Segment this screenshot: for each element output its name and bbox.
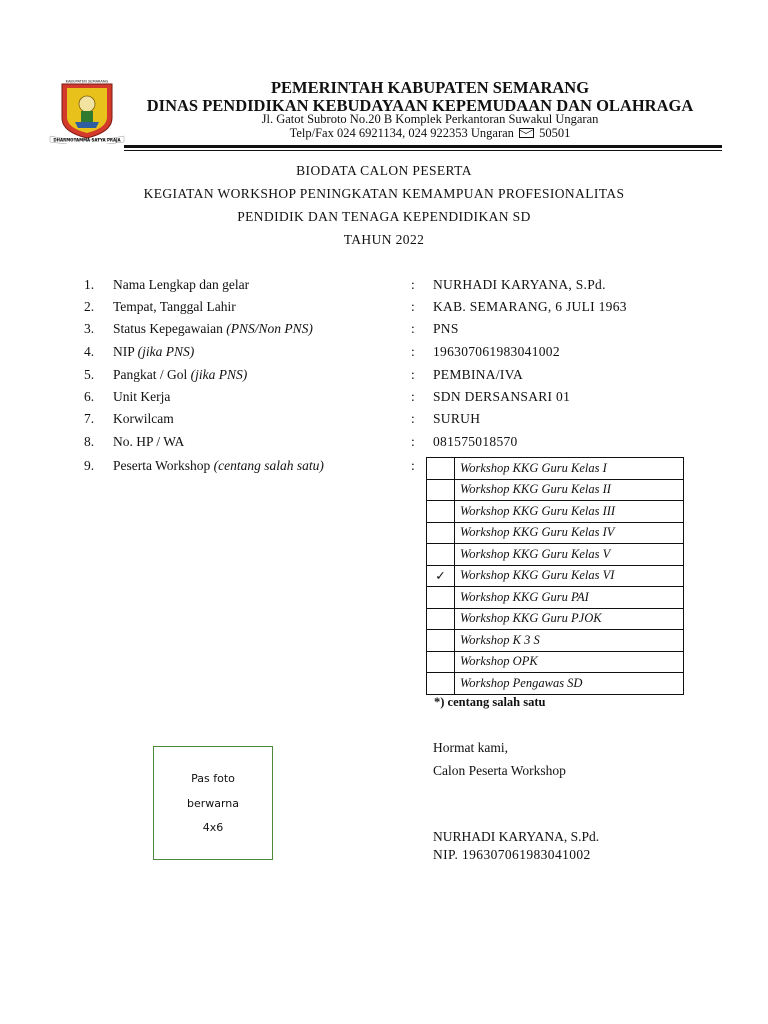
field-number: 6. — [84, 389, 95, 404]
field-colon: : — [411, 389, 415, 404]
option-checkbox[interactable] — [427, 501, 455, 523]
photo-placeholder-box — [153, 746, 273, 860]
field-colon: : — [411, 277, 415, 292]
table-row[interactable] — [427, 565, 684, 587]
option-checkbox[interactable] — [427, 458, 455, 480]
field-colon: : — [411, 434, 415, 449]
table-row[interactable] — [427, 673, 684, 695]
option-label: Workshop KKG Guru Kelas III — [455, 501, 684, 523]
field-number: 3. — [84, 321, 95, 336]
field-label: Nama Lengkap dan gelar — [113, 277, 250, 292]
option-label: Workshop KKG Guru PJOK — [455, 608, 684, 630]
option-checkbox[interactable] — [427, 479, 455, 501]
option-label: Workshop KKG Guru Kelas I — [455, 458, 684, 480]
field-value-korwilcam: SURUH — [433, 411, 481, 426]
option-checkbox[interactable] — [427, 673, 455, 695]
kabupaten-semarang-logo — [48, 78, 126, 144]
field-number: 7. — [84, 411, 95, 426]
field-label: Tempat, Tanggal Lahir — [113, 299, 236, 314]
field-value-phone: 081575018570 — [433, 434, 518, 449]
field-colon: : — [411, 411, 415, 426]
field-label: Peserta Workshop (centang salah satu) — [113, 458, 324, 473]
field-colon: : — [411, 321, 415, 336]
header-contact — [130, 126, 730, 141]
header-department: DINAS PENDIDIKAN KEBUDAYAAN KEPEMUDAAN DAN OLAHRAGA — [146, 96, 694, 115]
field-value-name: NURHADI KARYANA, S.Pd. — [433, 277, 606, 292]
document-title: BIODATA CALON PESERTA — [296, 163, 472, 178]
option-checkbox[interactable] — [427, 608, 455, 630]
field-number: 1. — [84, 277, 95, 292]
field-label: Status Kepegawaian (PNS/Non PNS) — [113, 321, 313, 336]
field-label: Unit Kerja — [113, 389, 171, 404]
signature-closing: Hormat kami, — [433, 740, 508, 755]
option-label: Workshop OPK — [455, 651, 684, 673]
header-address: Jl. Gatot Subroto No.20 B Komplek Perkantoran Suwakul Ungaran — [261, 112, 599, 126]
option-checkbox[interactable] — [427, 544, 455, 566]
field-label: No. HP / WA — [113, 434, 185, 449]
field-label: Pangkat / Gol (jika PNS) — [113, 367, 248, 382]
signature-nip: NIP. 196307061983041002 — [433, 847, 591, 862]
option-label: Workshop Pengawas SD — [455, 673, 684, 695]
field-colon: : — [411, 458, 415, 473]
table-row[interactable] — [427, 501, 684, 523]
option-label: Workshop K 3 S — [455, 630, 684, 652]
header-government: PEMERINTAH KABUPATEN SEMARANG — [270, 78, 590, 97]
photo-text-3: 4x6 — [202, 821, 224, 834]
table-row[interactable] — [427, 651, 684, 673]
option-checkbox[interactable] — [427, 522, 455, 544]
photo-text-2: berwarna — [186, 797, 240, 810]
header-rule-thin — [124, 150, 722, 151]
table-row[interactable] — [427, 479, 684, 501]
field-number: 5. — [84, 367, 95, 382]
svg-text:KABUPATEN SEMARANG: KABUPATEN SEMARANG — [65, 79, 109, 84]
option-checkbox[interactable] — [427, 630, 455, 652]
field-number: 8. — [84, 434, 95, 449]
field-label: NIP (jika PNS) — [113, 344, 195, 359]
option-footnote: *) centang salah satu — [434, 695, 546, 709]
field-value-nip: 196307061983041002 — [433, 344, 560, 359]
table-row[interactable] — [427, 608, 684, 630]
field-label: Korwilcam — [113, 411, 174, 426]
workshop-options-table — [426, 457, 684, 695]
field-colon: : — [411, 344, 415, 359]
field-value-birth: KAB. SEMARANG, 6 JULI 1963 — [433, 299, 627, 314]
field-value-status: PNS — [433, 321, 459, 336]
option-checkbox[interactable] — [427, 651, 455, 673]
signature-name: NURHADI KARYANA, S.Pd. — [433, 829, 600, 844]
photo-text-1: Pas foto — [191, 772, 235, 785]
document-subtitle-2: PENDIDIK DAN TENAGA KEPENDIDIKAN SD — [237, 209, 531, 224]
field-value-rank: PEMBINA/IVA — [433, 367, 524, 382]
field-number: 4. — [84, 344, 95, 359]
header-rule-thick — [124, 145, 722, 148]
option-label-selected: Workshop KKG Guru Kelas VI — [455, 565, 684, 587]
table-row[interactable] — [427, 522, 684, 544]
svg-text:DHARMOTAMMA SATYA PRAJA: DHARMOTAMMA SATYA PRAJA — [53, 137, 121, 143]
checkmark-icon[interactable]: ✓ — [427, 565, 455, 587]
document-year: TAHUN 2022 — [343, 232, 425, 247]
table-row[interactable] — [427, 587, 684, 609]
envelope-icon — [519, 128, 534, 138]
table-row[interactable] — [427, 458, 684, 480]
option-label: Workshop KKG Guru PAI — [455, 587, 684, 609]
field-number: 9. — [84, 458, 95, 473]
header-phone: Telp/Fax 024 6921134, 024 922353 Ungaran — [289, 126, 514, 140]
option-checkbox[interactable] — [427, 587, 455, 609]
option-label: Workshop KKG Guru Kelas V — [455, 544, 684, 566]
field-number: 2. — [84, 299, 95, 314]
header-postal-code: 50501 — [539, 126, 571, 140]
field-colon: : — [411, 299, 415, 314]
field-colon: : — [411, 367, 415, 382]
table-row[interactable] — [427, 544, 684, 566]
field-value-unit: SDN DERSANSARI 01 — [433, 389, 571, 404]
option-label: Workshop KKG Guru Kelas IV — [455, 522, 684, 544]
document-subtitle-1: KEGIATAN WORKSHOP PENINGKATAN KEMAMPUAN PROFESIONALITAS — [143, 186, 625, 201]
option-label: Workshop KKG Guru Kelas II — [455, 479, 684, 501]
table-row[interactable] — [427, 630, 684, 652]
signature-role: Calon Peserta Workshop — [433, 763, 566, 778]
